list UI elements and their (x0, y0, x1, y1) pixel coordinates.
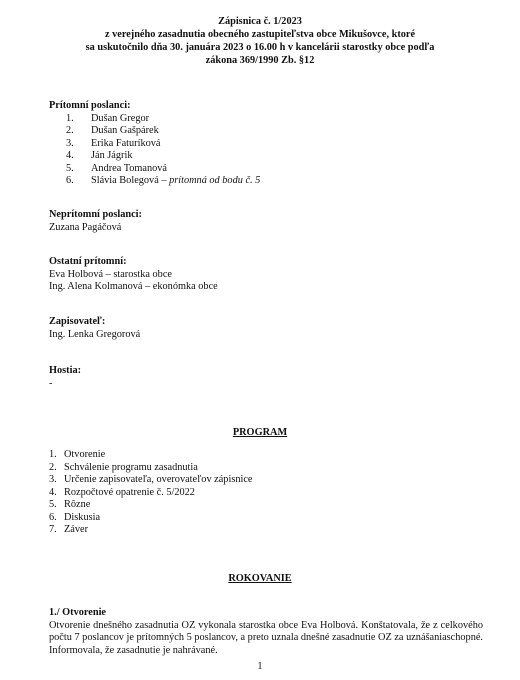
program-item-text: Určenie zapisovateľa, overovateľov zápisnice (64, 474, 253, 485)
other-attendee: Ing. Alena Kolmanová – ekonómka obce (49, 281, 218, 292)
title-line-3: sa uskutočnilo dňa 30. januára 2023 o 16.00 h v kancelárii starostky obce podľa (85, 42, 435, 53)
list-number: 6. (49, 511, 57, 523)
list-number: 6. (66, 175, 74, 186)
member-name: Andrea Tomanová (91, 162, 168, 174)
list-number: 7. (49, 524, 57, 535)
section-paragraph: Otvorenie dnešného zasadnutia OZ vykonala starostka obce Eva Holbová. Konštatovala, že z celkového počtu 7 poslancov je prítomných 5 poslancov, a preto uznala dnešné zasadnutie OZ za uznášaniaschopné. Informovala, že zasadnutie je nahrávané. (49, 619, 483, 656)
program-item-text: Rozpočtové opatrenie č. 5/2022 (64, 486, 195, 498)
list-number: 5. (66, 162, 74, 174)
absent-member-name: Zuzana Pagáčová (49, 221, 122, 233)
recorder-name: Ing. Lenka Gregorová (49, 328, 141, 340)
list-item (49, 175, 480, 188)
member-name-text: Slávia Bolegová – (91, 175, 170, 186)
list-number: 3. (49, 474, 57, 485)
list-number: 4. (49, 486, 57, 498)
document-title (40, 15, 480, 67)
list-item (49, 150, 480, 163)
program-heading: PROGRAM (232, 427, 288, 438)
list-item (49, 125, 480, 138)
list-number: 2. (49, 461, 57, 473)
absent-members-section (49, 209, 480, 234)
page-number: 1 (257, 661, 263, 672)
title-line-2: z verejného zasadnutia obecného zastupiteľstva obce Mikušovce, ktoré (104, 29, 416, 40)
list-item (49, 138, 480, 151)
list-number: 5. (49, 499, 57, 510)
guests-section (49, 365, 480, 390)
program-item-text: Rôzne (64, 499, 91, 510)
list-number: 3. (66, 137, 74, 149)
list-item (49, 499, 480, 512)
proceedings-heading: ROKOVANIE (228, 573, 292, 584)
program-item-text: Diskusia (64, 511, 101, 523)
list-number: 4. (66, 150, 74, 161)
guests-value: - (49, 377, 53, 389)
proceedings-section (49, 607, 483, 657)
present-heading: Prítomní poslanci: (49, 100, 131, 111)
recorder-heading: Zapisovateľ: (49, 316, 106, 327)
member-note: prítomná od bodu č. 5 (169, 175, 261, 186)
list-item (49, 163, 480, 176)
member-name: Dušan Gregor (91, 112, 150, 124)
member-name: Dušan Gašpárek (91, 125, 159, 136)
other-attendee: Eva Holbová – starostka obce (49, 268, 172, 280)
member-name (91, 175, 260, 188)
list-item (49, 449, 480, 462)
list-item (49, 512, 480, 525)
list-item (49, 474, 480, 487)
program-item-text: Otvorenie (64, 449, 106, 460)
member-name: Ján Jágrik (91, 150, 133, 161)
present-members-section (49, 100, 480, 189)
list-item (49, 524, 480, 537)
program-item-text: Schválenie programu zasadnutia (64, 461, 198, 473)
list-item (49, 487, 480, 500)
program-list (49, 449, 480, 537)
list-number: 1. (49, 449, 57, 460)
absent-heading: Neprítomní poslanci: (49, 209, 142, 220)
guests-heading: Hostia: (49, 365, 82, 376)
title-line-4: zákona 369/1990 Zb. §12 (205, 55, 315, 66)
list-number: 1. (66, 112, 74, 124)
recorder-section (49, 316, 480, 341)
list-item (49, 462, 480, 475)
title-line-1: Zápisnica č. 1/2023 (218, 16, 302, 27)
others-heading: Ostatní prítomní: (49, 256, 127, 267)
program-item-text: Záver (64, 524, 89, 535)
section-title: 1./ Otvorenie (49, 607, 107, 618)
list-item (49, 113, 480, 126)
program-section (49, 449, 480, 537)
present-members-list (49, 113, 480, 189)
other-attendees-section (49, 256, 480, 294)
list-number: 2. (66, 125, 74, 136)
member-name: Erika Faturíková (91, 137, 161, 149)
